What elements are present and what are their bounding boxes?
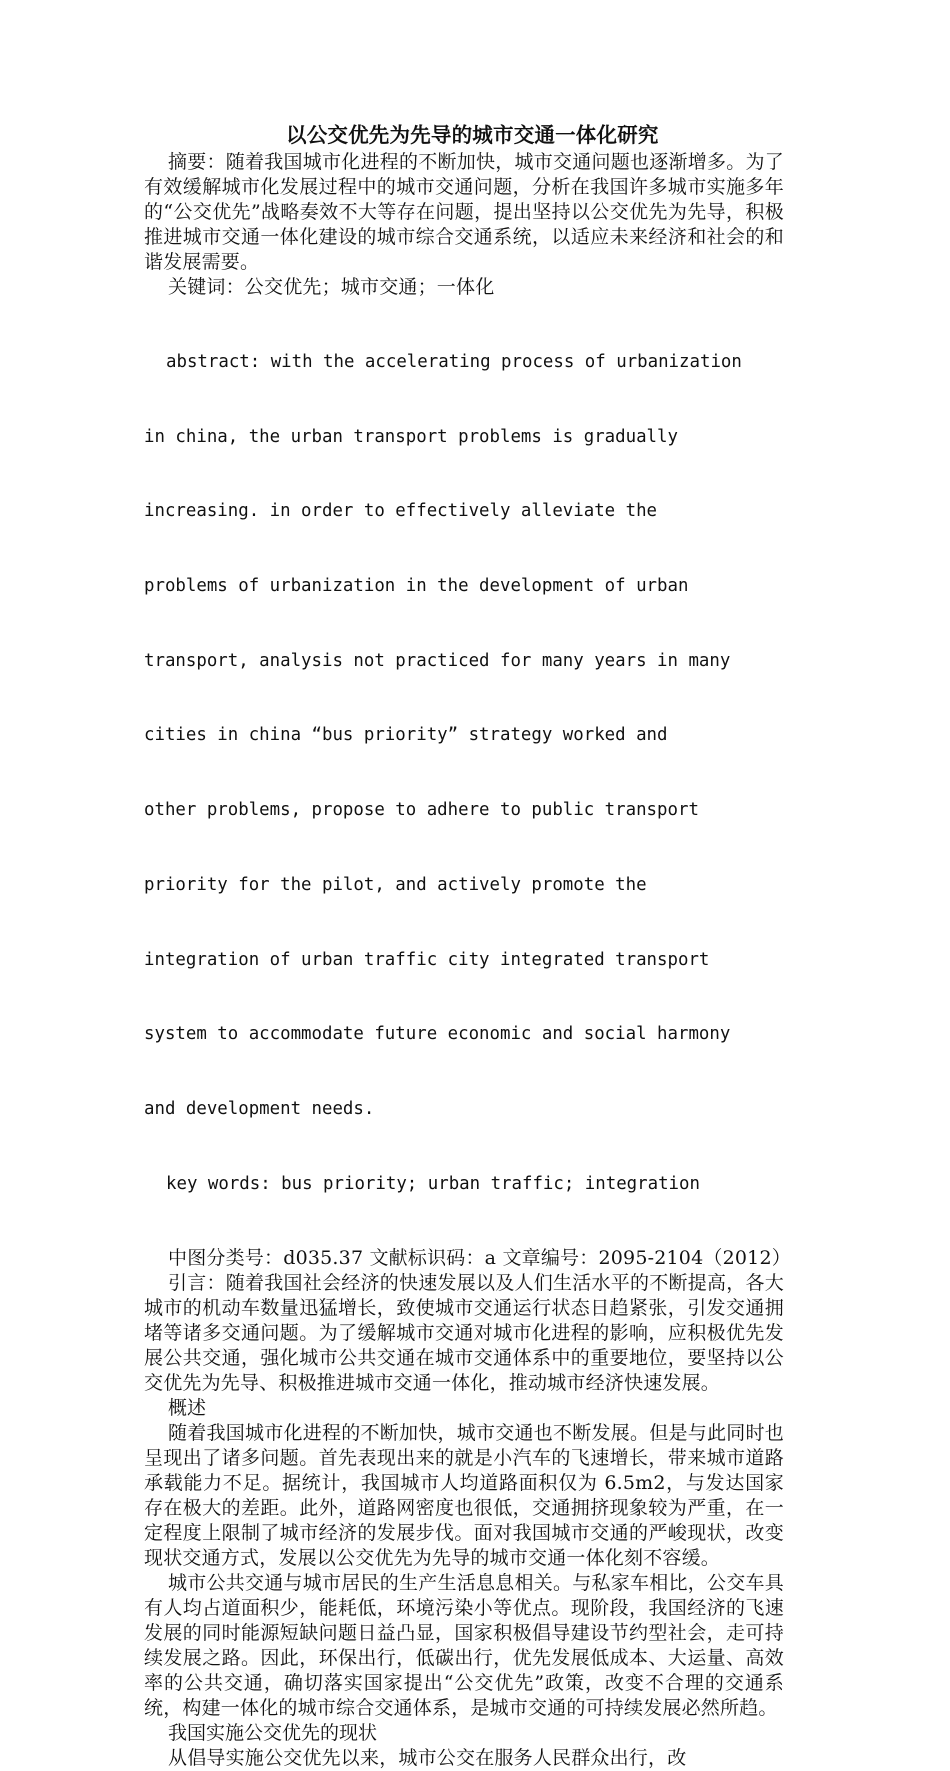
abstract-en-line: problems of urbanization in the development of urban xyxy=(144,575,689,596)
abstract-en-line: abstract: with the accelerating process of urbanization xyxy=(166,351,742,372)
abstract-en-line: priority for the pilot, and actively promote the xyxy=(144,874,647,895)
overview-paragraph-2: 城市公共交通与城市居民的生产生活息息相关。与私家车相比，公交车具有人均占道面积少，能耗低，环境污染小等优点。现阶段，我国经济的飞速发展的同时能源短缺问题日益凸显，国家积极倡导建设节约型社会，走可持续发展之路。因此，环保出行，低碳出行，优先发展低成本、大运量、高效率的公共交通，确切落实国家提出“公交优先”政策，改变不合理的交通系统，构建一体化的城市综合交通体系，是城市交通的可持续发展必然所趋。 xyxy=(144,1572,784,1720)
section-heading-status: 我国实施公交优先的现状 xyxy=(168,1722,378,1745)
abstract-en-line: other problems, propose to adhere to public transport xyxy=(144,800,699,821)
abstract-en-line: integration of urban traffic city integrated transport xyxy=(144,949,710,970)
document-body xyxy=(144,120,791,1771)
classification-info: 中图分类号：d035.37 文献标识码：a 文章编号：2095-2104（2012） xyxy=(168,1247,791,1270)
abstract-en-line: transport, analysis not practiced for many years in many xyxy=(144,650,731,671)
introduction: 引言：随着我国社会经济的快速发展以及人们生活水平的不断提高，各大城市的机动车数量迅猛增长，致使城市交通运行状态日趋紧张，引发交通拥堵等诸多交通问题。为了缓解城市交通对城市化进程的影响，应积极优先发展公共交通，强化城市公共交通在城市交通体系中的重要地位，要坚持以公交优先为先导、积极推进城市交通一体化，推动城市经济快速发展。 xyxy=(144,1272,784,1395)
abstract-en-line: and development needs. xyxy=(144,1099,375,1119)
abstract-cn: 摘要：随着我国城市化进程的不断加快，城市交通问题也逐渐增多。为了有效缓解城市化发展过程中的城市交通问题，分析在我国许多城市实施多年的“公交优先”战略奏效不大等存在问题，提出坚持以公交优先为先导，积极推进城市交通一体化建设的城市综合交通系统，以适应未来经济和社会的和谐发展需要。 xyxy=(144,151,784,273)
abstract-en xyxy=(144,300,784,1246)
keywords-en: key words: bus priority; urban traffic; integration xyxy=(166,1173,700,1194)
abstract-en-line: system to accommodate future economic and social harmony xyxy=(144,1024,731,1045)
section-heading-overview: 概述 xyxy=(168,1397,207,1420)
document-title: 以公交优先为先导的城市交通一体化研究 xyxy=(286,123,659,147)
abstract-en-line: cities in china “bus priority” strategy worked and xyxy=(144,725,668,746)
keywords-cn: 关键词：公交优先；城市交通；一体化 xyxy=(168,276,495,298)
abstract-en-line: increasing. in order to effectively alleviate the xyxy=(144,501,658,522)
abstract-en-line: in china, the urban transport problems is gradually xyxy=(144,426,678,447)
status-paragraph-1: 从倡导实施公交优先以来，城市公交在服务人民群众出行，改 xyxy=(168,1747,687,1770)
overview-paragraph-1: 随着我国城市化进程的不断加快，城市交通也不断发展。但是与此同时也呈现出了诸多问题。首先表现出来的就是小汽车的飞速增长，带来城市道路承载能力不足。据统计，我国城市人均道路面积仅为 6.5m2，与发达国家存在极大的差距。此外，道路网密度也很低，交通拥挤现象较为严重，在一定程度上限制了城市经济的发展步伐。面对我国城市交通的严峻现状，改变现状交通方式，发展以公交优先为先导的城市交通一体化刻不容缓。 xyxy=(144,1422,784,1570)
